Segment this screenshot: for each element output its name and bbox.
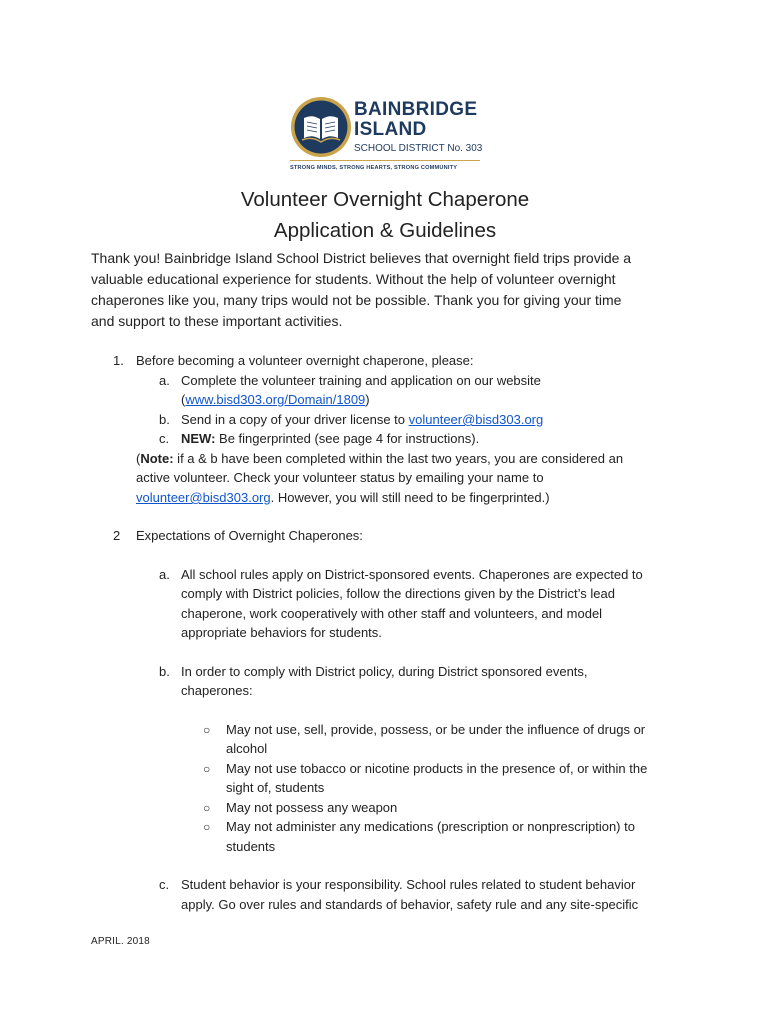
item-2c-line1: Student behavior is your responsibility. School rules related to student behavior xyxy=(181,877,636,892)
item-1c-marker: c. xyxy=(159,431,170,446)
logo-line-district: SCHOOL DISTRICT No. 303 xyxy=(354,143,483,154)
page-title-line1: Volunteer Overnight Chaperone xyxy=(240,188,530,211)
bullet-4-line1: May not administer any medications (prescription or nonprescription) to xyxy=(226,819,635,834)
note-line3 xyxy=(136,489,550,507)
item-2b-line2: chaperones: xyxy=(181,683,253,698)
item-2b-line1: In order to comply with District policy, during District sponsored events, xyxy=(181,664,588,679)
item-2b-marker: b. xyxy=(159,664,170,679)
item-2a-line3: chaperone, work cooperatively with other staff and volunteers, and model xyxy=(181,606,603,621)
book-emblem-icon xyxy=(290,96,352,158)
item-2a-line1: All school rules apply on District-sponsored events. Chaperones are expected to xyxy=(181,567,643,582)
item-2a-marker: a. xyxy=(159,567,170,582)
item-2a-line4: appropriate behaviors for students. xyxy=(181,625,382,640)
paren-open: ( xyxy=(181,392,186,407)
logo-line-island: ISLAND xyxy=(354,119,427,140)
intro-line-1: Thank you! Bainbridge Island School District believes that overnight field trips provide a xyxy=(91,250,632,266)
item-1a-line2 xyxy=(181,391,370,409)
footer-date: APRIL. 2018 xyxy=(91,936,150,947)
bullet-icon: ○ xyxy=(203,723,211,737)
bullet-icon: ○ xyxy=(203,762,211,776)
note-text-3: . However, you will still need to be fingerprinted.) xyxy=(270,490,550,505)
bullet-3-line1: May not possess any weapon xyxy=(226,800,398,815)
bullet-2-line2: sight of, students xyxy=(226,780,325,795)
item-1b-marker: b. xyxy=(159,412,170,427)
item-1a-line1: Complete the volunteer training and application on our website xyxy=(181,373,541,388)
item-1a-marker: a. xyxy=(159,373,170,388)
section-1-number: 1. xyxy=(113,353,124,368)
website-link[interactable]: www.bisd303.org/Domain/1809 xyxy=(185,392,366,407)
item-2c-marker: c. xyxy=(159,877,170,892)
item-1b-text xyxy=(181,411,543,429)
intro-line-3: chaperones like you, many trips would not be possible. Thank you for giving your time xyxy=(91,292,622,308)
bullet-icon: ○ xyxy=(203,801,211,815)
intro-line-4: and support to these important activities. xyxy=(91,313,343,329)
bullet-4-line2: students xyxy=(226,839,276,854)
item-2a-line2: comply with District policies, follow the directions given by the District’s lead xyxy=(181,586,615,601)
note-paren: ( xyxy=(136,451,141,466)
paren-close: ) xyxy=(365,392,370,407)
logo-tagline: STRONG MINDS, STRONG HEARTS, STRONG COMMUNITY xyxy=(290,165,458,171)
note-line1 xyxy=(136,450,623,468)
new-label: NEW: xyxy=(181,431,216,446)
note-label: Note: xyxy=(140,451,174,466)
item-2c-line2: apply. Go over rules and standards of behavior, safety rule and any site-specific xyxy=(181,897,639,912)
section-1-heading: Before becoming a volunteer overnight chaperone, please: xyxy=(136,353,474,368)
district-logo xyxy=(288,96,484,176)
item-1b-label: Send in a copy of your driver license to xyxy=(181,412,409,427)
note-email-link[interactable]: volunteer@bisd303.org xyxy=(136,490,271,505)
bullet-1-line1: May not use, sell, provide, possess, or be under the influence of drugs or xyxy=(226,722,646,737)
item-1c-body: Be fingerprinted (see page 4 for instructions). xyxy=(215,431,480,446)
section-2-heading: Expectations of Overnight Chaperones: xyxy=(136,528,363,543)
item-1c-text xyxy=(181,430,479,448)
section-2-number: 2 xyxy=(113,528,121,543)
bullet-icon: ○ xyxy=(203,820,211,834)
page-title-line2: Application & Guidelines xyxy=(273,219,497,242)
bullet-1-line2: alcohol xyxy=(226,741,268,756)
volunteer-email-link[interactable]: volunteer@bisd303.org xyxy=(408,412,544,427)
intro-line-2: valuable educational experience for students. Without the help of volunteer overnight xyxy=(91,271,616,287)
note-line2: active volunteer. Check your volunteer status by emailing your name to xyxy=(136,470,544,485)
bullet-2-line1: May not use tobacco or nicotine products in the presence of, or within the xyxy=(226,761,648,776)
note-text-1: if a & b have been completed within the last two years, you are considered an xyxy=(173,451,624,466)
logo-divider xyxy=(290,160,480,161)
logo-line-bainbridge: BAINBRIDGE xyxy=(354,99,478,120)
